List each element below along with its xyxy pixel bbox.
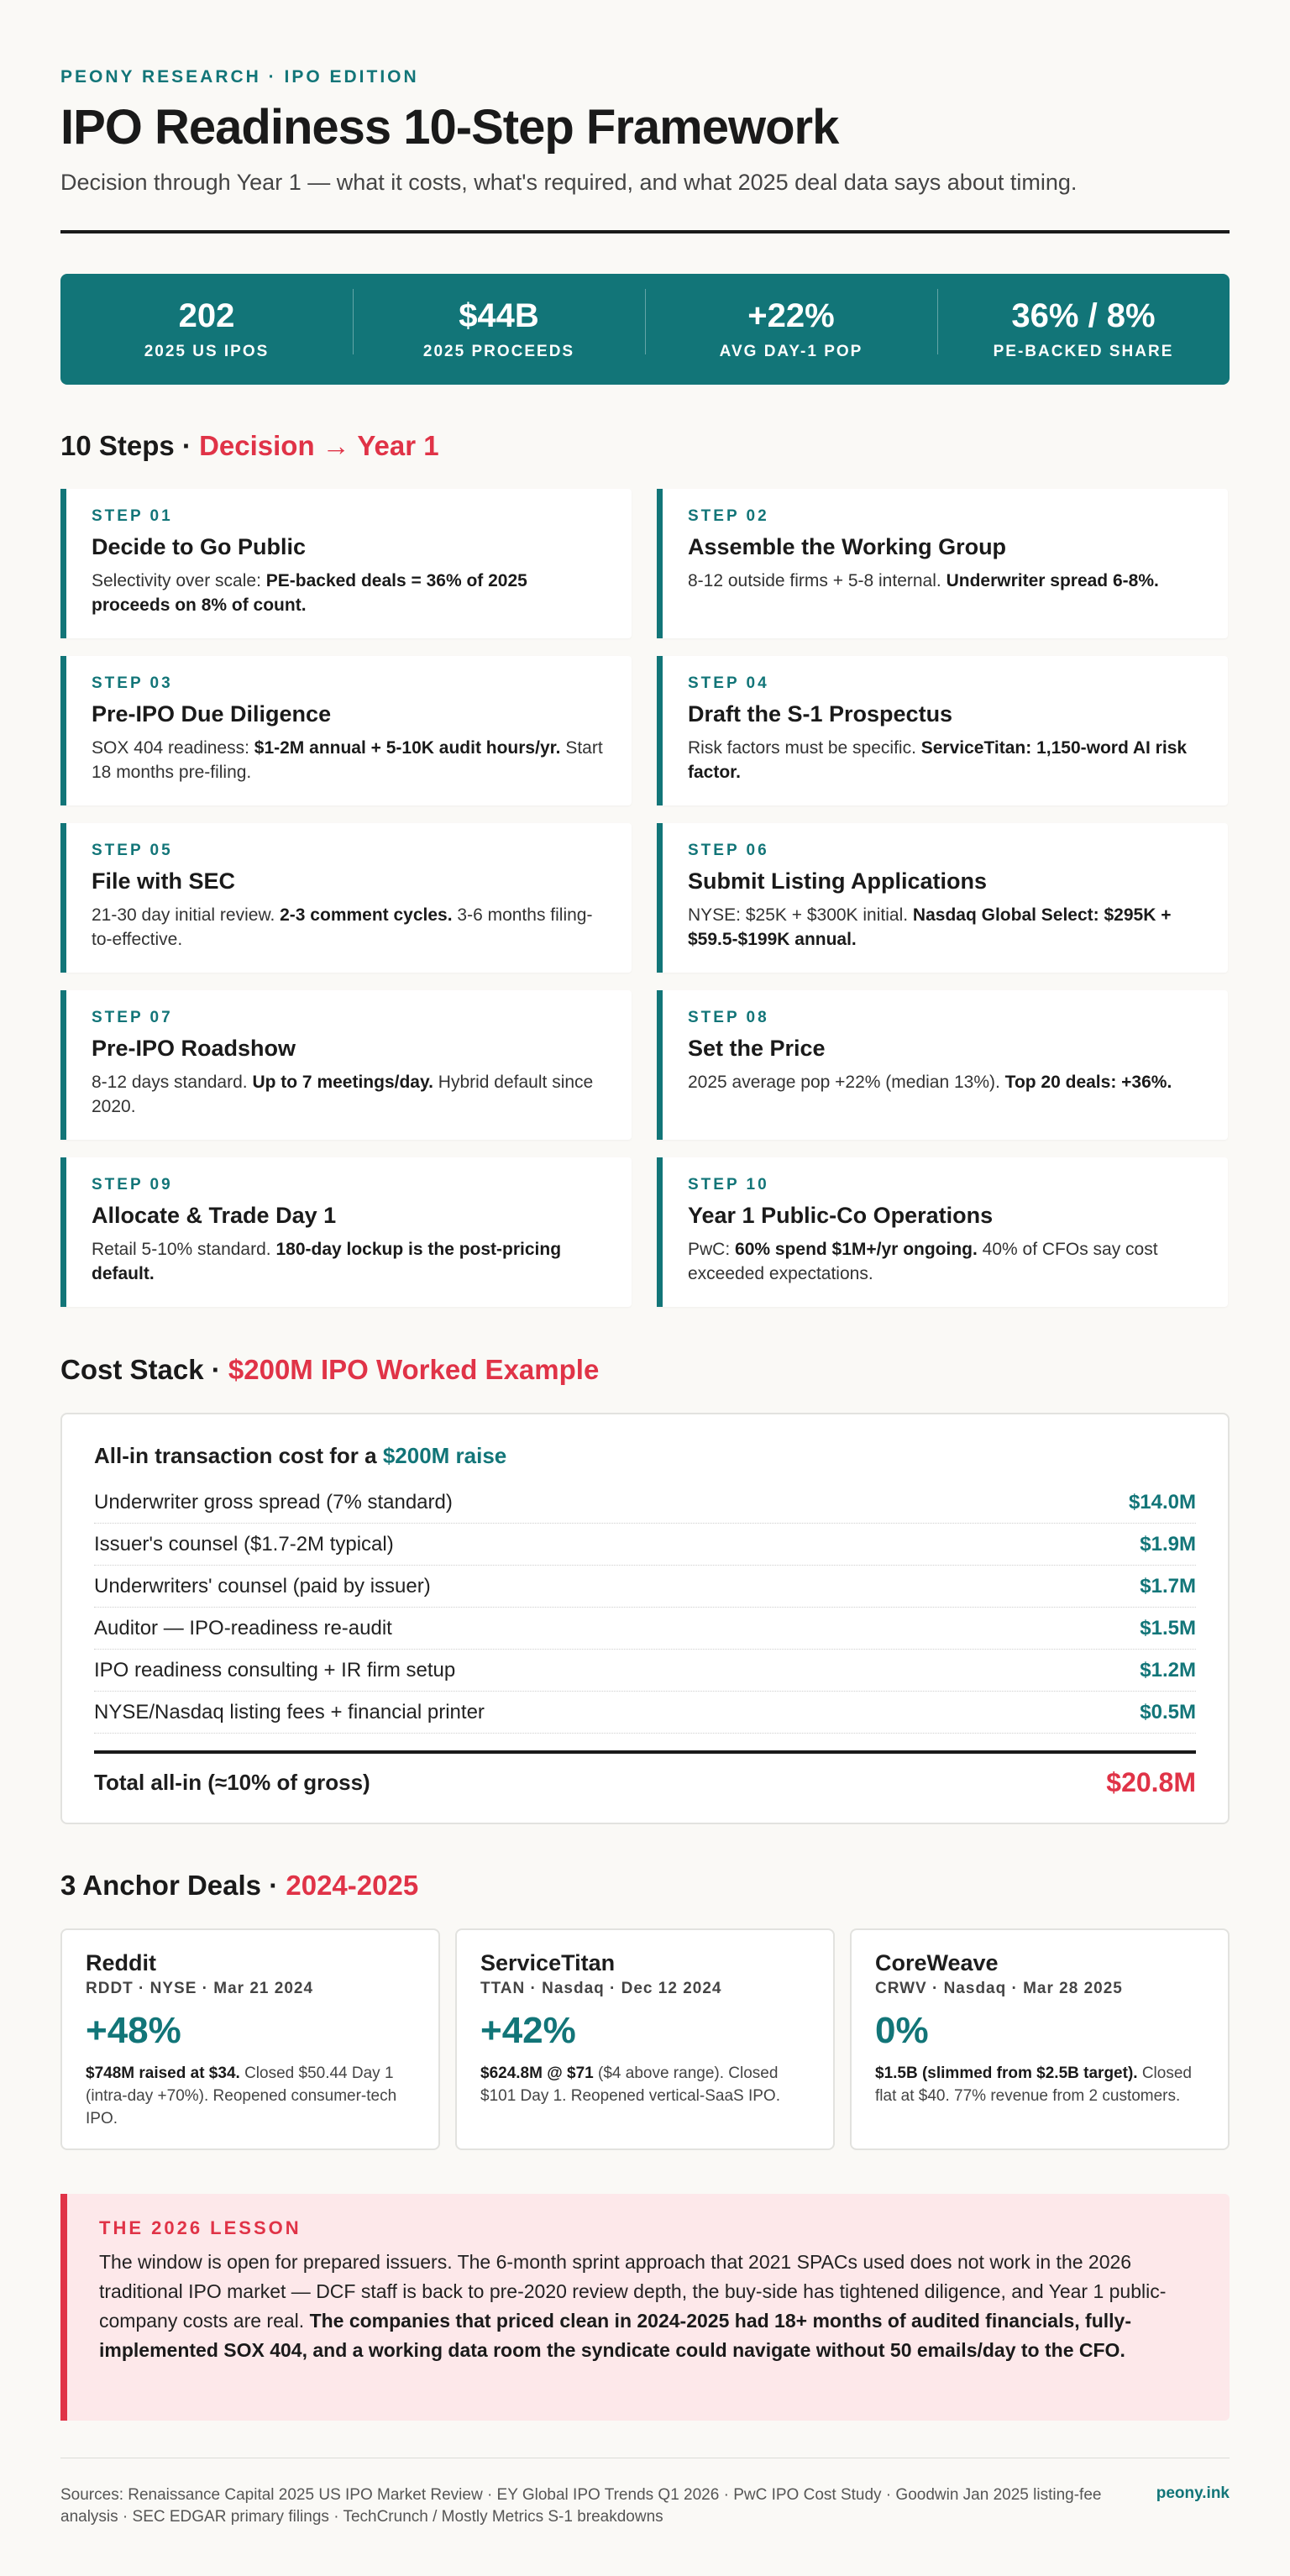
steps-heading bbox=[60, 430, 439, 462]
deal-day1-pop: +48% bbox=[86, 2010, 181, 2051]
stat-value: 202 bbox=[178, 297, 235, 334]
step-card-05 bbox=[60, 823, 632, 973]
step-number: STEP 08 bbox=[688, 1009, 769, 1026]
deal-day1-pop: 0% bbox=[875, 2010, 929, 2051]
step-card-03 bbox=[60, 656, 632, 805]
step-title: Decide to Go Public bbox=[92, 534, 307, 559]
cost-total-label: Total all-in (≈10% of gross) bbox=[94, 1770, 370, 1795]
deal-meta: TTAN · Nasdaq · Dec 12 2024 bbox=[480, 1980, 722, 1997]
cost-label: Auditor — IPO-readiness re-audit bbox=[94, 1616, 392, 1640]
stat-ipos bbox=[60, 297, 353, 361]
step-card-09 bbox=[60, 1157, 632, 1307]
step-number: STEP 02 bbox=[688, 507, 769, 525]
step-title: Pre-IPO Roadshow bbox=[92, 1036, 296, 1061]
step-description: Risk factors must be specific. ServiceTitan: 1,150-word AI risk factor. bbox=[688, 738, 1188, 782]
cost-total-divider bbox=[94, 1750, 1196, 1754]
step-number: STEP 04 bbox=[688, 674, 769, 692]
deal-name: CoreWeave bbox=[875, 1950, 999, 1975]
step-card-08 bbox=[657, 990, 1228, 1140]
cost-label: Issuer's counsel ($1.7-2M typical) bbox=[94, 1532, 394, 1556]
deal-card-servicetitan bbox=[455, 1928, 835, 2150]
stat-label: 2025 PROCEEDS bbox=[422, 343, 575, 360]
cost-row bbox=[94, 1524, 1196, 1566]
step-title: Assemble the Working Group bbox=[688, 534, 1007, 559]
cost-heading bbox=[60, 1354, 599, 1386]
deal-card-coreweave bbox=[850, 1928, 1230, 2150]
step-card-06 bbox=[657, 823, 1228, 973]
stat-day1-pop bbox=[645, 297, 937, 361]
step-title: Draft the S-1 Prospectus bbox=[688, 701, 953, 727]
kicker: PEONY RESEARCH · IPO EDITION bbox=[60, 67, 419, 87]
step-description: Retail 5-10% standard. 180-day lockup is the post-pricing default. bbox=[92, 1240, 562, 1283]
deal-meta: CRWV · Nasdaq · Mar 28 2025 bbox=[875, 1980, 1123, 1997]
cost-value: $1.9M bbox=[1140, 1532, 1196, 1556]
step-description: PwC: 60% spend $1M+/yr ongoing. 40% of CFOs say cost exceeded expectations. bbox=[688, 1240, 1158, 1283]
cost-card-heading: All-in transaction cost for a $200M raise bbox=[94, 1443, 507, 1468]
deal-description: $624.8M @ $71 ($4 above range). Closed $101 Day 1. Reopened vertical-SaaS IPO. bbox=[480, 2064, 780, 2105]
step-number: STEP 01 bbox=[92, 507, 173, 525]
step-title: File with SEC bbox=[92, 868, 236, 894]
cost-row bbox=[94, 1692, 1196, 1734]
deal-card-reddit bbox=[60, 1928, 440, 2150]
header-divider bbox=[60, 230, 1230, 233]
step-title: Set the Price bbox=[688, 1036, 826, 1061]
deals-heading bbox=[60, 1870, 418, 1902]
cost-total-value: $20.8M bbox=[1106, 1767, 1196, 1797]
cost-label: IPO readiness consulting + IR firm setup bbox=[94, 1658, 456, 1681]
cost-value: $1.5M bbox=[1140, 1616, 1196, 1640]
cost-row bbox=[94, 1608, 1196, 1650]
cost-value: $1.2M bbox=[1140, 1658, 1196, 1681]
brand-link[interactable]: peony.ink bbox=[1156, 2484, 1230, 2502]
cost-row bbox=[94, 1566, 1196, 1608]
cost-heading-text: Cost Stack · bbox=[60, 1354, 221, 1385]
step-card-10 bbox=[657, 1157, 1228, 1307]
step-description: Selectivity over scale: PE-backed deals = 36% of 2025 proceeds on 8% of count. bbox=[92, 571, 527, 615]
cost-row bbox=[94, 1650, 1196, 1692]
step-title: Pre-IPO Due Diligence bbox=[92, 701, 332, 727]
cost-stack-card bbox=[60, 1413, 1230, 1824]
step-number: STEP 09 bbox=[92, 1176, 173, 1194]
lesson-callout bbox=[60, 2194, 1230, 2421]
step-description: 8-12 days standard. Up to 7 meetings/day. Hybrid default since 2020. bbox=[92, 1073, 594, 1116]
sources-note: Sources: Renaissance Capital 2025 US IPO Market Review · EY Global IPO Trends Q1 2026 · PwC IPO Cost Study · Goodwin Jan 2025 listing-fee analysis · SEC EDGAR primary filings · TechCrunch / Mostly Metrics S-1 breakdowns bbox=[60, 2486, 1102, 2526]
stat-proceeds bbox=[353, 297, 645, 361]
steps-heading-accent: Decision → Year 1 bbox=[199, 430, 439, 461]
step-number: STEP 03 bbox=[92, 674, 173, 692]
step-title: Year 1 Public-Co Operations bbox=[688, 1203, 994, 1228]
step-description: 2025 average pop +22% (median 13%). Top 20 deals: +36%. bbox=[688, 1073, 1172, 1092]
stat-value: 36% / 8% bbox=[1011, 297, 1156, 334]
lesson-body: The window is open for prepared issuers. The 6-month sprint approach that 2021 SPACs used does not work in the 2026 traditional IPO market — DCF staff is back to pre-2020 review depth, the buy-side has tightened diligence, and Year 1 public-company costs are real. The companies that priced clean in 2024-2025 had 18+ months of audited financials, fully-implemented SOX 404, and a working data room the syndicate could navigate without 50 emails/day to the CFO. bbox=[99, 2251, 1167, 2361]
step-description: 8-12 outside firms + 5-8 internal. Underwriter spread 6-8%. bbox=[688, 571, 1159, 590]
step-title: Allocate & Trade Day 1 bbox=[92, 1203, 337, 1228]
step-description: NYSE: $25K + $300K initial. Nasdaq Global Select: $295K + $59.5-$199K annual. bbox=[688, 905, 1172, 949]
stats-banner bbox=[60, 274, 1230, 385]
stat-label: PE-BACKED SHARE bbox=[993, 343, 1174, 360]
deal-description: $748M raised at $34. Closed $50.44 Day 1 (intra-day +70%). Reopened consumer-tech IPO. bbox=[86, 2064, 397, 2127]
cost-value: $14.0M bbox=[1128, 1490, 1196, 1514]
deal-description: $1.5B (slimmed from $2.5B target). Closed flat at $40. 77% revenue from 2 customers. bbox=[875, 2064, 1192, 2105]
step-number: STEP 10 bbox=[688, 1176, 769, 1194]
deals-heading-text: 3 Anchor Deals · bbox=[60, 1870, 279, 1901]
step-card-02 bbox=[657, 489, 1228, 638]
page-subtitle: Decision through Year 1 — what it costs, what's required, and what 2025 deal data says about timing. bbox=[60, 170, 1078, 195]
cost-row bbox=[94, 1482, 1196, 1524]
steps-heading-text: 10 Steps · bbox=[60, 430, 191, 461]
deal-meta: RDDT · NYSE · Mar 21 2024 bbox=[86, 1980, 314, 1997]
cost-label: Underwriter gross spread (7% standard) bbox=[94, 1490, 453, 1514]
step-description: SOX 404 readiness: $1-2M annual + 5-10K audit hours/yr. Start 18 months pre-filing. bbox=[92, 738, 603, 782]
deal-name: ServiceTitan bbox=[480, 1950, 616, 1975]
deal-name: Reddit bbox=[86, 1950, 156, 1975]
stat-label: 2025 US IPOS bbox=[144, 343, 270, 360]
step-card-04 bbox=[657, 656, 1228, 805]
cost-heading-accent: $200M IPO Worked Example bbox=[228, 1354, 600, 1385]
deals-heading-accent: 2024-2025 bbox=[286, 1870, 419, 1901]
cost-total-row bbox=[94, 1767, 1196, 1798]
stat-label: AVG DAY-1 POP bbox=[719, 343, 863, 360]
stat-pe-share bbox=[937, 297, 1230, 361]
step-card-01 bbox=[60, 489, 632, 638]
step-number: STEP 06 bbox=[688, 842, 769, 859]
cost-label: NYSE/Nasdaq listing fees + financial printer bbox=[94, 1700, 485, 1723]
step-title: Submit Listing Applications bbox=[688, 868, 987, 894]
lesson-kicker: THE 2026 LESSON bbox=[99, 2217, 302, 2238]
deal-day1-pop: +42% bbox=[480, 2010, 576, 2051]
stat-value: $44B bbox=[459, 297, 539, 334]
step-number: STEP 05 bbox=[92, 842, 173, 859]
cost-value: $0.5M bbox=[1140, 1700, 1196, 1723]
cost-value: $1.7M bbox=[1140, 1574, 1196, 1598]
step-card-07 bbox=[60, 990, 632, 1140]
page-title: IPO Readiness 10-Step Framework bbox=[60, 100, 839, 155]
step-number: STEP 07 bbox=[92, 1009, 173, 1026]
step-description: 21-30 day initial review. 2-3 comment cycles. 3-6 months filing-to-effective. bbox=[92, 905, 593, 949]
stat-value: +22% bbox=[747, 297, 835, 334]
cost-label: Underwriters' counsel (paid by issuer) bbox=[94, 1574, 431, 1598]
